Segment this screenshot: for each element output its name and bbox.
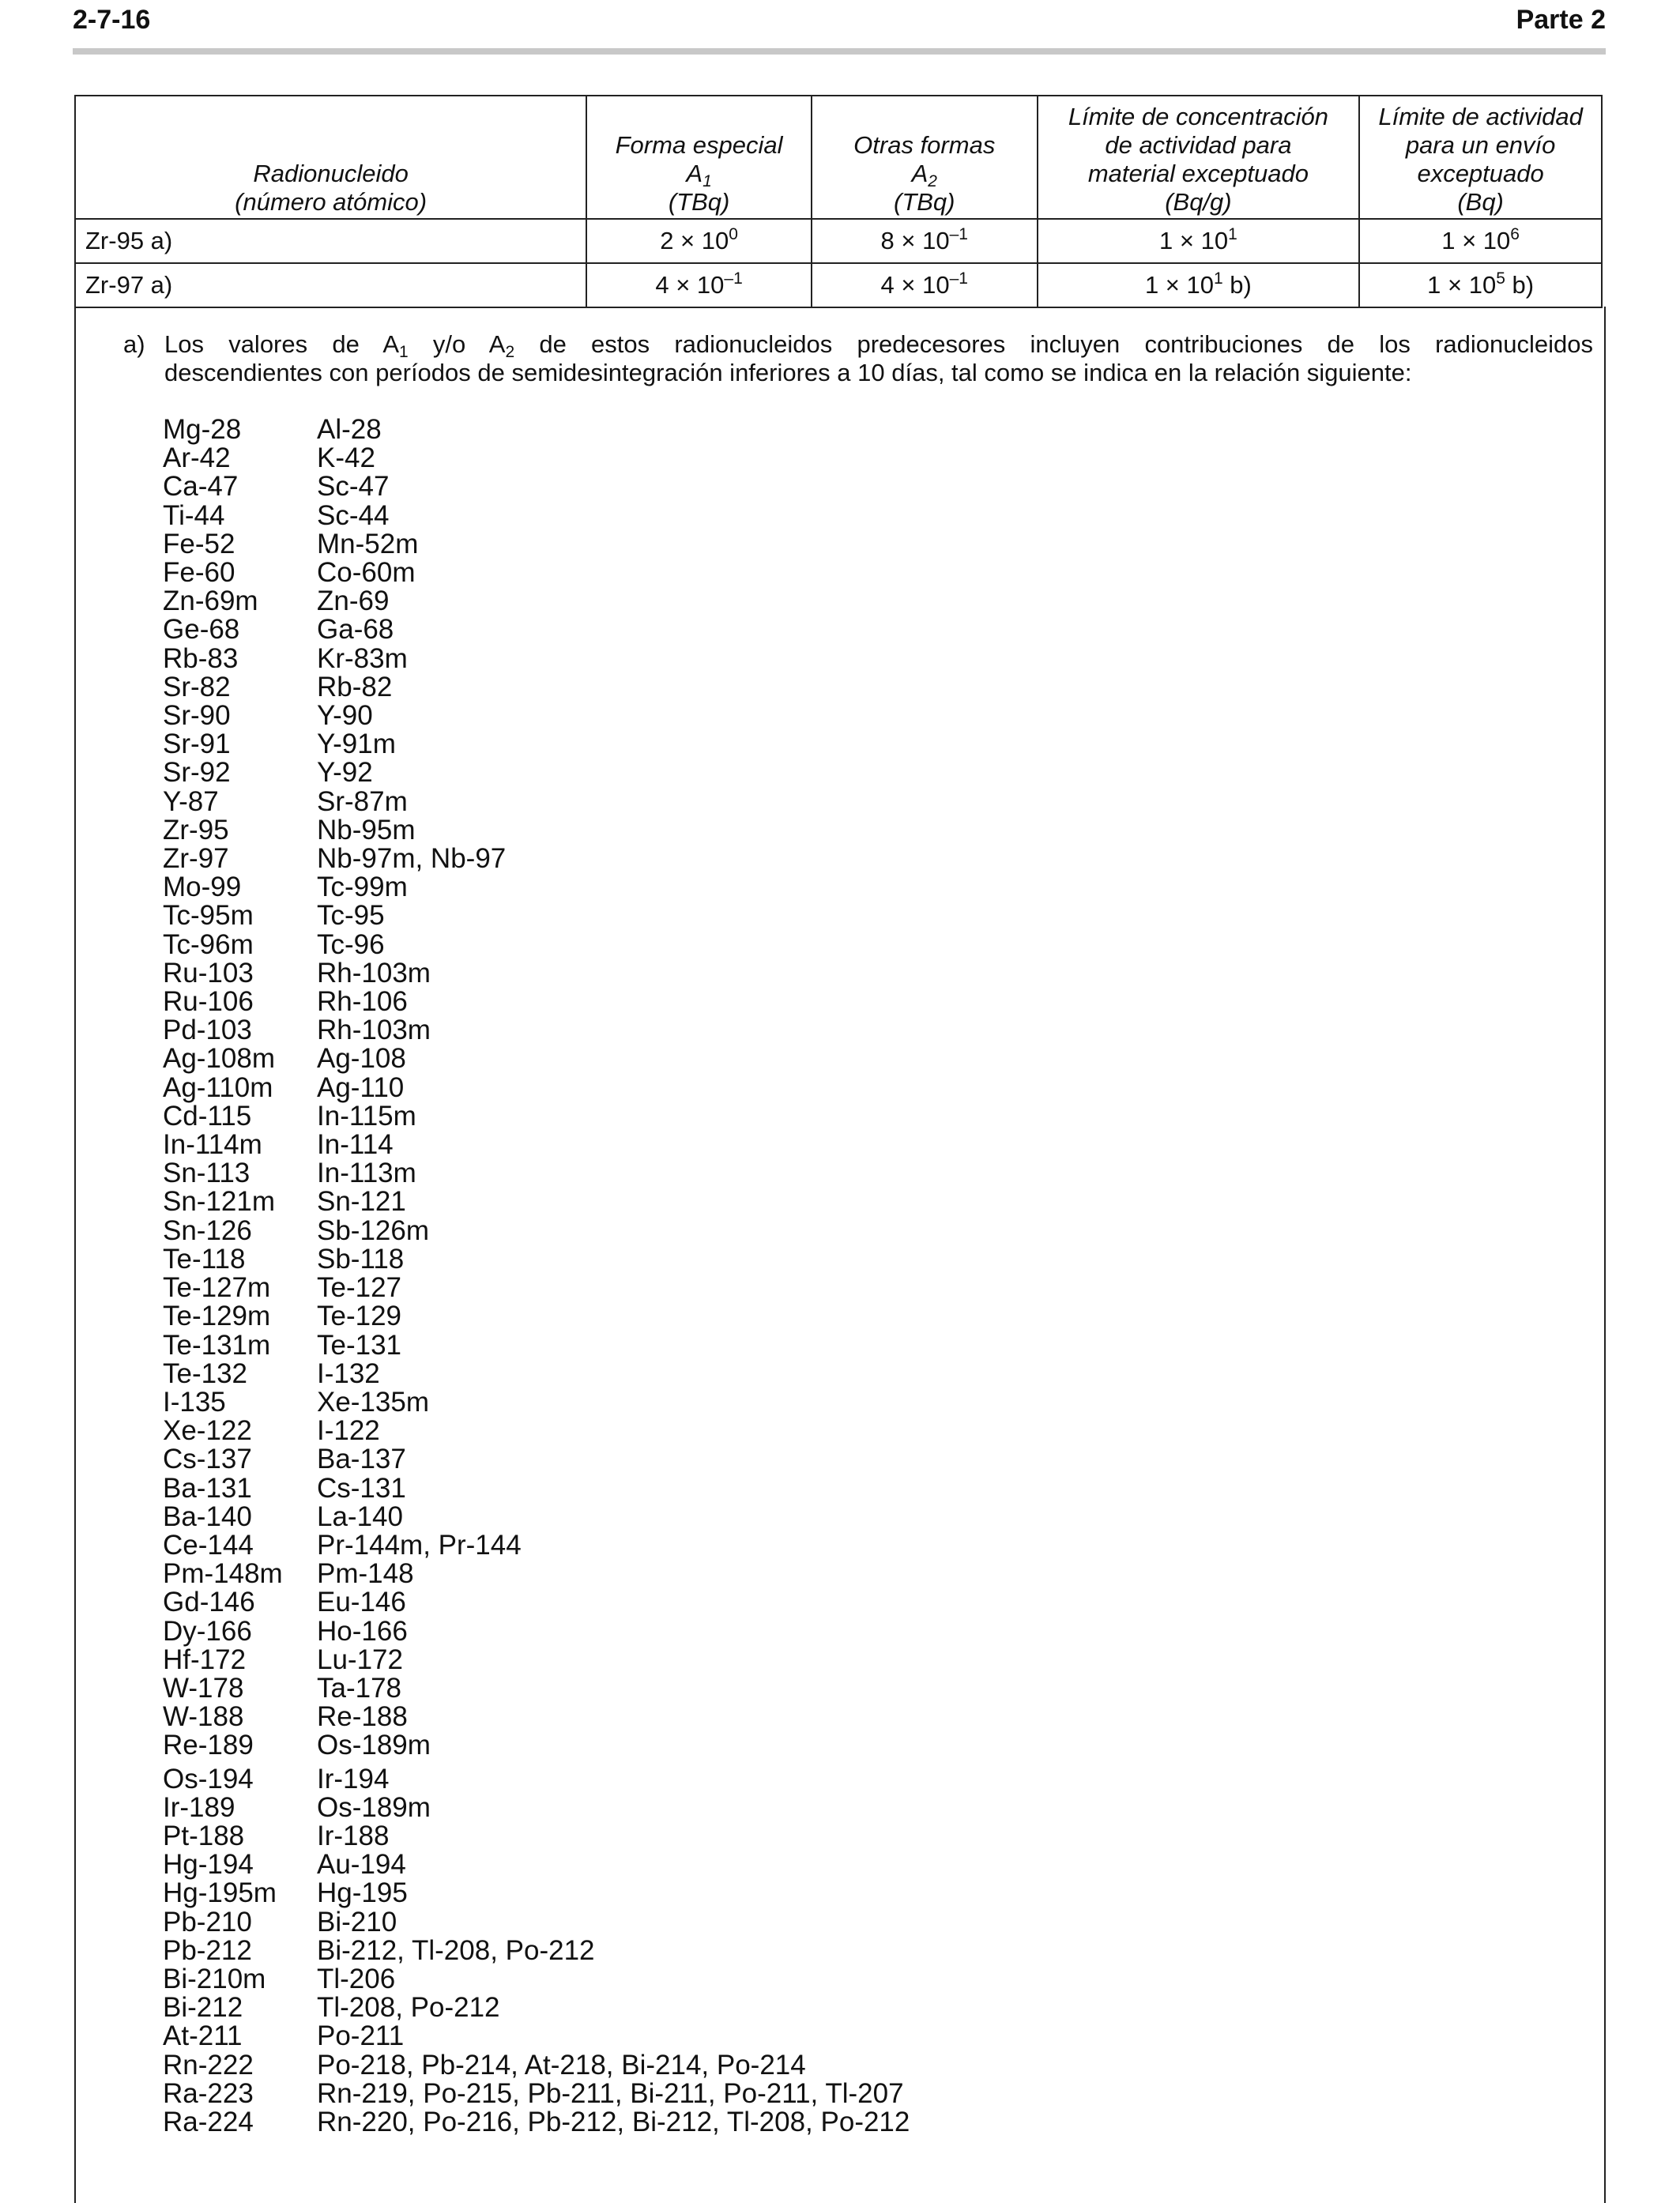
list-item [163,1765,910,1794]
header-rule [73,48,1606,55]
daughter-nuclides: Mn-52m [317,528,419,559]
parent-nuclide: Mg-28 [163,414,242,445]
list-item [163,902,910,930]
list-item [163,530,910,559]
daughter-nuclides: Pr-144m, Pr-144 [317,1529,522,1561]
radionuclide-table [74,95,1603,308]
parent-nuclide: Xe-122 [163,1415,252,1447]
activity-cell: $1 \times 10^6$ [1359,219,1602,263]
parent-nuclide: I-135 [163,1386,226,1418]
parent-nuclide: Bi-210m [163,1963,266,1994]
daughter-nuclides: Ta-178 [317,1672,402,1704]
list-item [163,759,910,787]
col-header-a2: Otras formas $A_2$ (TBq) [812,96,1038,219]
nuclide-cell: Zr-95 a) [75,219,586,263]
daughter-nuclides: Re-188 [317,1701,408,1733]
parent-nuclide: Te-132 [163,1358,248,1389]
daughter-nuclides: Te-127 [317,1272,402,1304]
parent-nuclide: Tc-95m [163,900,254,932]
table-row [75,263,1602,307]
parent-nuclide: Ra-224 [163,2106,254,2137]
parent-nuclide: W-178 [163,1672,244,1704]
list-item [163,988,910,1016]
footnotes-box [74,307,1606,2203]
list-item [163,2051,910,2080]
list-item [163,1474,910,1503]
a2-cell: $4 \times 10^{-1}$ [812,263,1038,307]
daughter-nuclides: Ag-110 [317,1071,405,1103]
list-item [163,1531,910,1560]
parent-nuclide: Bi-212 [163,1992,243,2024]
list-item [163,1646,910,1674]
daughter-nuclides: Sr-87m [317,785,408,817]
list-item [163,1188,910,1216]
parent-nuclide: Sn-113 [163,1158,250,1189]
list-item [163,444,910,473]
activity-cell: $1 \times 10^5$ b) [1359,263,1602,307]
list-item [163,1102,910,1131]
list-item [163,2077,910,2109]
daughter-nuclides: Cs-131 [317,1472,406,1504]
list-item [163,642,910,674]
parent-nuclide: Te-131m [163,1329,271,1361]
daughter-nuclides: Tl-208, Po-212 [317,1992,500,2024]
list-item [163,1131,910,1159]
daughter-nuclides: Kr-83m [317,642,408,674]
daughter-nuclides: Ir-188 [317,1820,390,1851]
parent-nuclide: Pb-210 [163,1906,252,1938]
list-item [163,473,910,501]
list-item [163,1822,910,1851]
list-item [163,928,910,960]
parent-nuclide: Ge-68 [163,614,240,646]
parent-nuclide: Re-189 [163,1730,254,1761]
list-item [163,616,910,644]
parent-nuclide: Os-194 [163,1763,254,1794]
list-item [163,559,910,587]
parent-nuclide: Ba-131 [163,1472,252,1504]
daughter-nuclides: Au-194 [317,1849,406,1881]
list-item [163,1879,910,1907]
parent-nuclide: Zn-69m [163,586,258,617]
list-item [163,1560,910,1588]
daughter-nuclides: Lu-172 [317,1644,403,1675]
daughter-nuclides: Tl-206 [317,1963,396,1994]
parent-nuclide: Ru-103 [163,957,254,989]
daughter-nuclides: Ho-166 [317,1615,408,1647]
parent-nuclide: Ce-144 [163,1529,254,1561]
parent-nuclide: Sr-90 [163,700,231,732]
daughter-nuclides: Pm-148 [317,1558,414,1590]
a2-cell: $8 \times 10^{-1}$ [812,219,1038,263]
parent-nuclide: Hf-172 [163,1644,247,1675]
parent-nuclide: Ir-189 [163,1791,235,1823]
list-item [163,499,910,531]
list-item [163,1965,910,1994]
daughter-nuclides: Bi-212, Tl-208, Po-212 [317,1934,595,1966]
parent-nuclide: Tc-96m [163,928,254,960]
parent-nuclide: Ag-110m [163,1071,273,1103]
daughter-nuclides: Ag-108 [317,1043,406,1075]
footnote-text-line2: descendientes con períodos de semidesintegración inferiores a 10 días, tal como se indica en la relación siguiente: [164,359,1412,386]
parent-nuclide: Te-127m [163,1272,271,1304]
list-item [163,1588,910,1617]
daughter-nuclides: Xe-135m [317,1386,430,1418]
list-item [163,845,910,873]
part-label: Parte 2 [1516,5,1606,35]
daughter-nuclides: Tc-95 [317,900,385,932]
daughter-nuclides: I-122 [317,1415,380,1447]
concentration-cell: $1 \times 10^1$ [1038,219,1360,263]
parent-nuclide: Sr-92 [163,757,231,789]
list-item [163,673,910,702]
footnote-a [123,330,1593,387]
list-item [163,1851,910,1879]
parent-nuclide: Sr-82 [163,671,231,702]
parent-nuclide: Te-129m [163,1301,271,1332]
list-item [163,1388,910,1417]
list-item [163,1703,910,1731]
parent-nuclide: Sn-121m [163,1186,276,1218]
parent-daughter-list [163,416,910,2137]
daughter-nuclides: Tc-96 [317,928,385,960]
parent-nuclide: Sn-126 [163,1214,252,1246]
parent-nuclide: Gd-146 [163,1587,255,1618]
parent-nuclide: Ru-106 [163,986,254,1018]
daughter-nuclides: Hg-195 [317,1877,408,1909]
list-item [163,1214,910,1246]
parent-nuclide: Sr-91 [163,729,231,760]
parent-nuclide: Fe-60 [163,557,235,589]
daughter-nuclides: In-113m [317,1158,416,1189]
daughter-nuclides: Rb-82 [317,671,393,702]
list-item [163,785,910,817]
daughter-nuclides: Eu-146 [317,1587,406,1618]
parent-nuclide: Hg-195m [163,1877,277,1909]
list-item [163,730,910,759]
daughter-nuclides: Te-129 [317,1301,402,1332]
daughter-nuclides: Rh-106 [317,986,408,1018]
daughter-nuclides: Y-92 [317,757,373,789]
concentration-cell: $1 \times 10^1$ b) [1038,263,1360,307]
daughter-nuclides: Rh-103m [317,957,431,989]
daughter-nuclides: Os-189m [317,1791,431,1823]
list-item [163,416,910,444]
daughter-nuclides: Bi-210 [317,1906,397,1938]
col-header-concentration-limit: Límite de concentración de actividad para material exceptuado (Bq/g) [1038,96,1360,219]
parent-nuclide: Ti-44 [163,499,225,531]
daughter-nuclides: Ba-137 [317,1444,406,1475]
list-item [163,587,910,616]
parent-nuclide: Ar-42 [163,442,231,474]
daughter-nuclides: Sb-118 [317,1243,405,1275]
parent-nuclide: Te-118 [163,1243,246,1275]
list-item [163,2108,910,2137]
daughter-nuclides: Os-189m [317,1730,431,1761]
col-header-a1: Forma especial $A_1$ (TBq) [586,96,812,219]
list-item [163,816,910,845]
daughter-nuclides: In-114 [317,1129,394,1161]
list-item [163,1994,910,2022]
list-item [163,1331,910,1360]
list-item [163,873,910,902]
daughter-nuclides: Tc-99m [317,872,408,903]
parent-nuclide: Fe-52 [163,528,235,559]
list-item [163,1617,910,1646]
parent-nuclide: Hg-194 [163,1849,254,1881]
list-item [163,1245,910,1274]
daughter-nuclides: Po-218, Pb-214, At-218, Bi-214, Po-214 [317,2049,806,2081]
parent-nuclide: Dy-166 [163,1615,252,1647]
parent-nuclide: Ra-223 [163,2077,254,2109]
col-header-activity-limit: Límite de actividad para un envío exceptuado (Bq) [1359,96,1602,219]
parent-nuclide: Rb-83 [163,642,239,674]
daughter-nuclides: Sn-121 [317,1186,406,1218]
daughter-nuclides: Ir-194 [317,1763,390,1794]
list-item [163,1045,910,1073]
daughter-nuclides: Zn-69 [317,586,390,617]
list-item [163,1908,910,1937]
daughter-nuclides: Sb-126m [317,1214,430,1246]
daughter-nuclides: Y-90 [317,700,373,732]
list-item [163,1071,910,1103]
page-header [73,5,1606,41]
a1-cell: $4 \times 10^{-1}$ [586,263,812,307]
list-item [163,1503,910,1531]
parent-nuclide: Cs-137 [163,1444,252,1475]
list-item [163,1934,910,1966]
parent-nuclide: Pd-103 [163,1015,252,1046]
daughter-nuclides: I-132 [317,1358,380,1389]
list-item [163,2022,910,2050]
daughter-nuclides: Y-91m [317,729,396,760]
parent-nuclide: Mo-99 [163,872,242,903]
list-item [163,1274,910,1302]
daughter-nuclides: Sc-47 [317,471,390,503]
list-item [163,1731,910,1760]
parent-nuclide: Zr-95 [163,814,229,845]
daughter-nuclides: K-42 [317,442,375,474]
list-item [163,1791,910,1823]
daughter-nuclides: Al-28 [317,414,382,445]
daughter-nuclides: Nb-97m, Nb-97 [317,843,507,875]
list-item [163,1159,910,1188]
daughter-nuclides: La-140 [317,1501,403,1532]
list-item [163,1302,910,1331]
list-item [163,1445,910,1474]
parent-nuclide: In-114m [163,1129,262,1161]
a1-cell: $2 \times 10^0$ [586,219,812,263]
parent-nuclide: Pt-188 [163,1820,245,1851]
daughter-nuclides: Po-211 [317,2020,405,2052]
list-item [163,1417,910,1445]
daughter-nuclides: Nb-95m [317,814,416,845]
footnote-mark: a) [123,330,145,358]
parent-nuclide: Pb-212 [163,1934,252,1966]
daughter-nuclides: Rh-103m [317,1015,431,1046]
table-header-row [75,96,1602,219]
daughter-nuclides: Rn-220, Po-216, Pb-212, Bi-212, Tl-208, Po-212 [317,2106,910,2137]
parent-nuclide: Ag-108m [163,1043,276,1075]
footnote-text-line1: Los valores de $A_1$ y/o $A_2$ de estos radionucleidos predecesores incluyen contribuciones de los radionucleidos [164,330,1593,361]
table-row [75,219,1602,263]
parent-nuclide: Zr-97 [163,843,229,875]
daughter-nuclides: Rn-219, Po-215, Pb-211, Bi-211, Po-211, Tl-207 [317,2077,904,2109]
parent-nuclide: Rn-222 [163,2049,254,2081]
daughter-nuclides: Sc-44 [317,499,390,531]
parent-nuclide: Ca-47 [163,471,239,503]
daughter-nuclides: Co-60m [317,557,416,589]
daughter-nuclides: In-115m [317,1100,416,1132]
list-item [163,702,910,730]
list-item [163,1674,910,1703]
daughter-nuclides: Te-131 [317,1329,402,1361]
col-header-radionuclide: Radionucleido (número atómico) [75,96,586,219]
nuclide-cell: Zr-97 a) [75,263,586,307]
list-item [163,1360,910,1388]
parent-nuclide: Ba-140 [163,1501,252,1532]
parent-nuclide: W-188 [163,1701,244,1733]
list-item [163,1016,910,1045]
parent-nuclide: Cd-115 [163,1100,252,1132]
parent-nuclide: Pm-148m [163,1558,283,1590]
daughter-nuclides: Ga-68 [317,614,394,646]
list-item [163,959,910,988]
page-number: 2-7-16 [73,5,151,35]
parent-nuclide: At-211 [163,2020,243,2052]
parent-nuclide: Y-87 [163,785,219,817]
